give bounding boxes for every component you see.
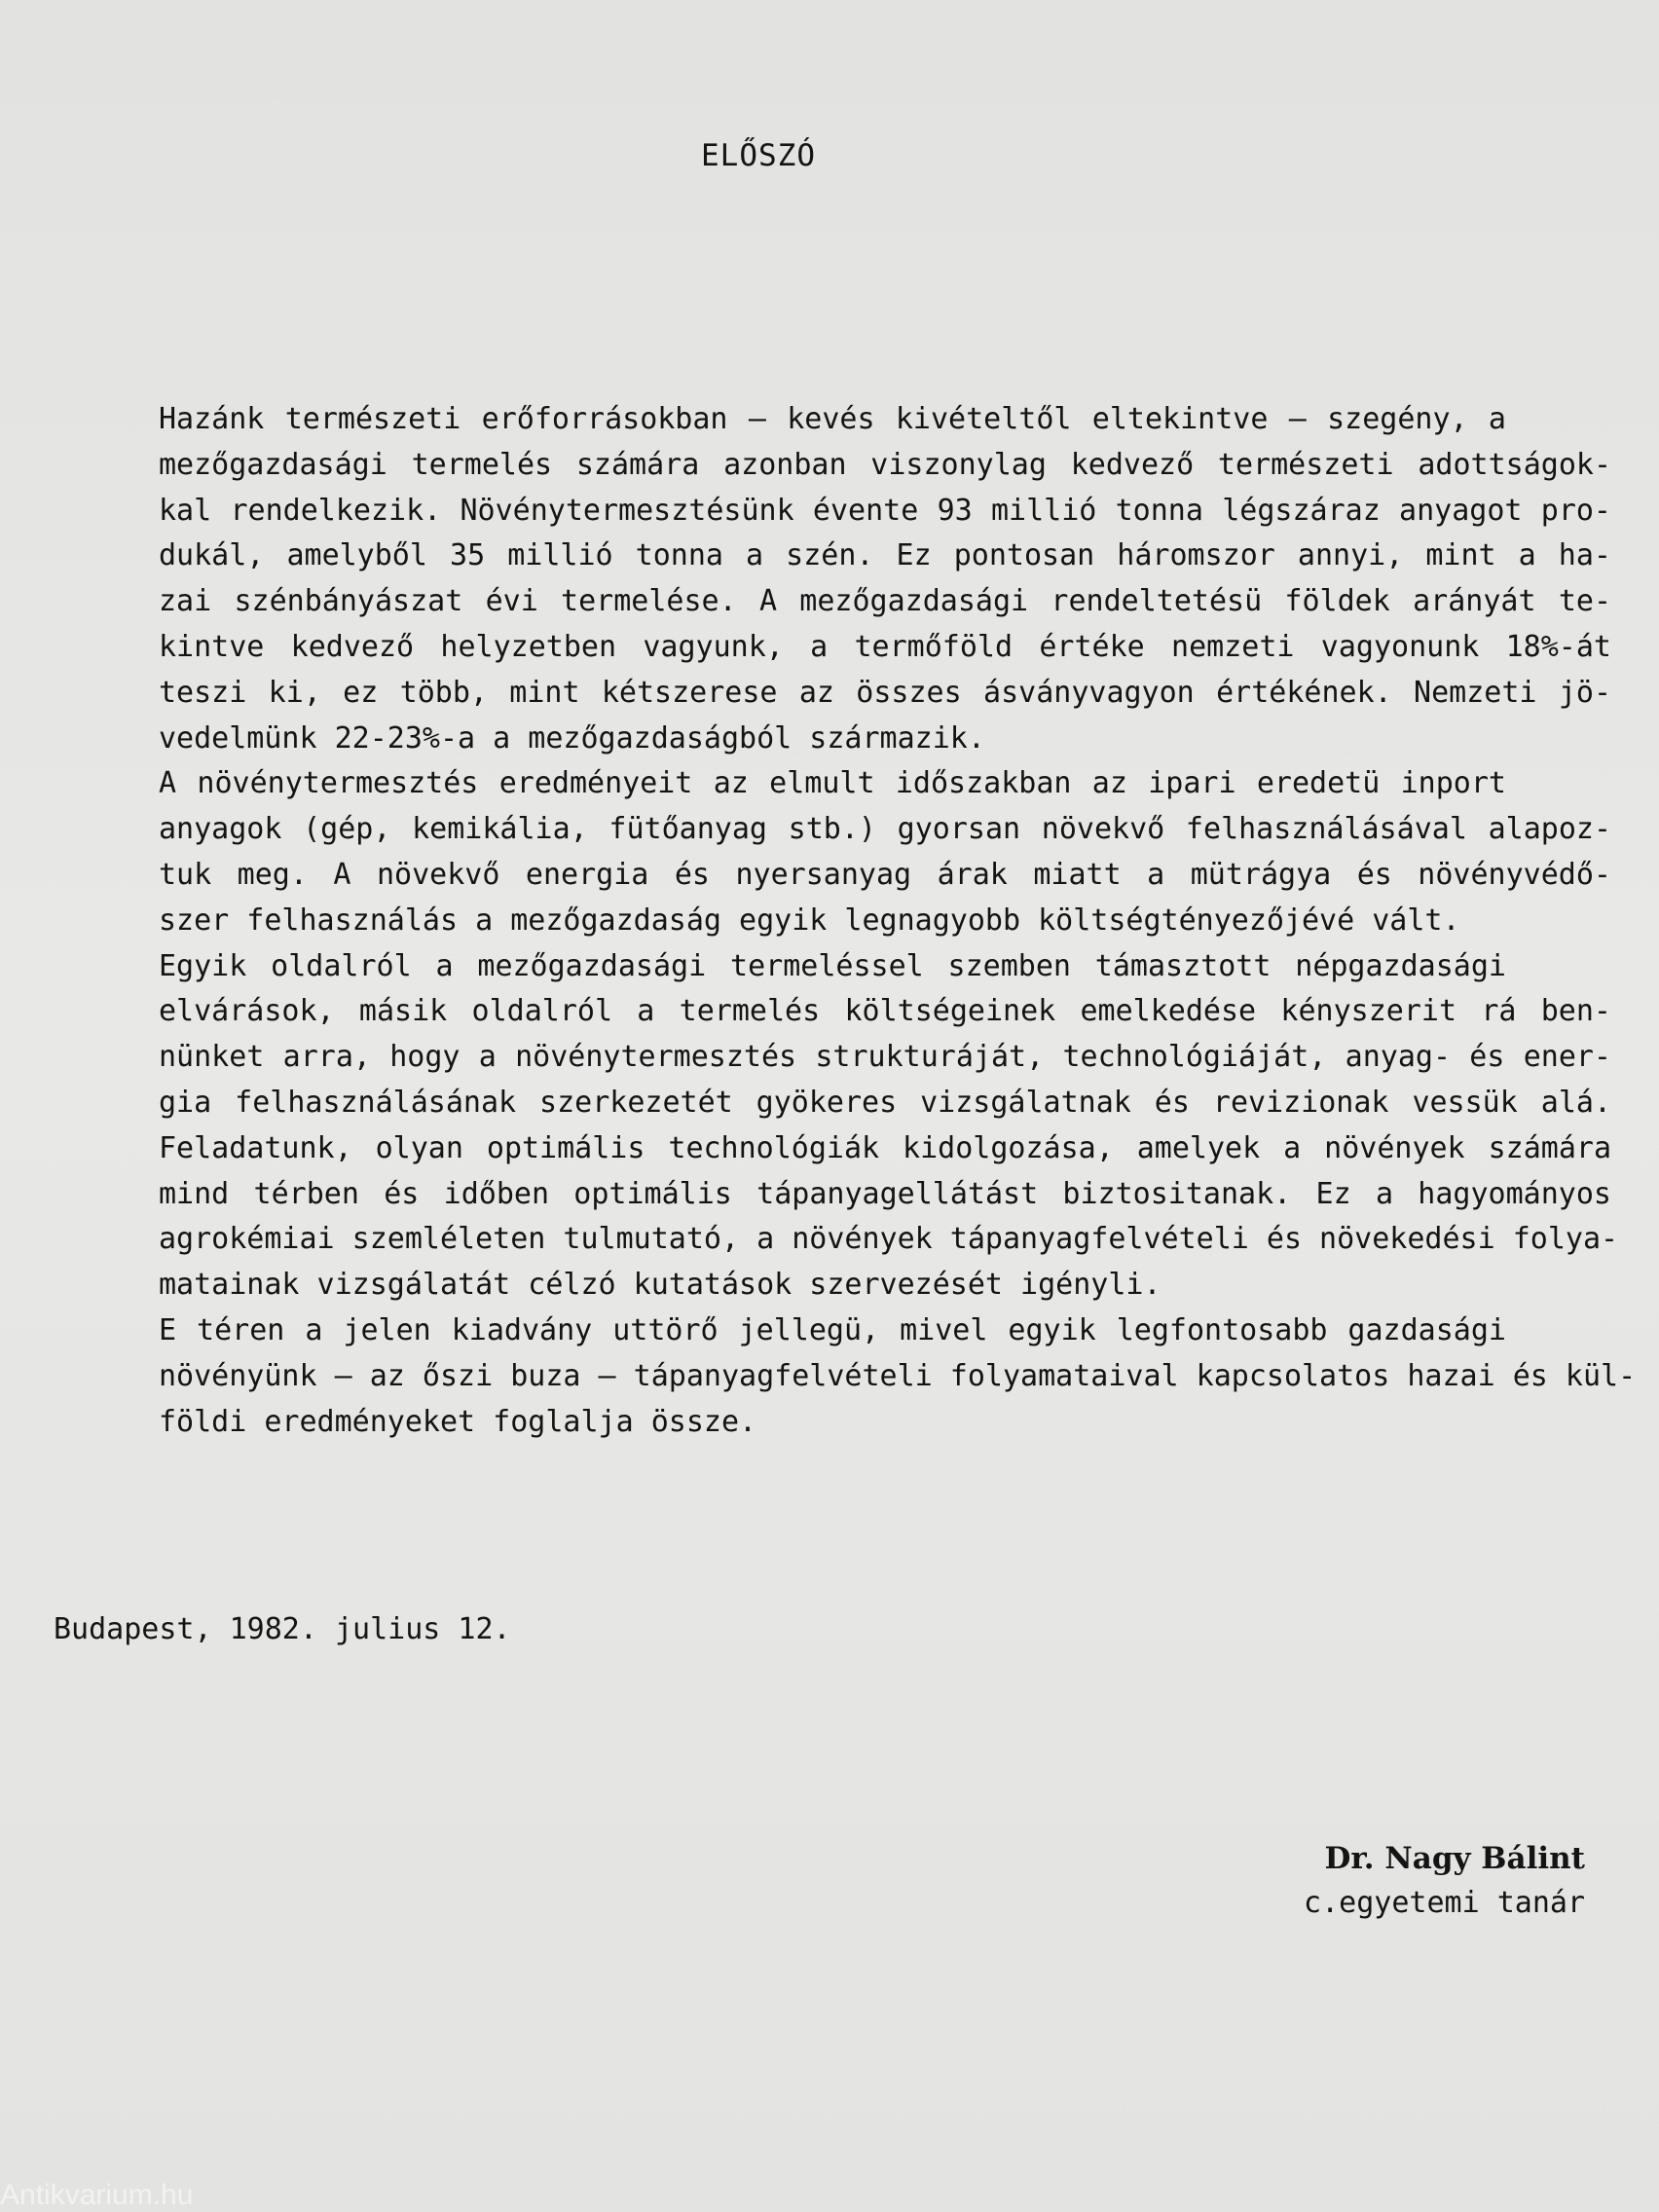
watermark: Antikvarium.hu	[0, 2179, 194, 2211]
text-line: A növénytermesztés eredményeit az elmult időszakban az ipari eredetü inport	[159, 766, 1506, 801]
text-line: gia felhasználásának szerkezetét gyökeres vizsgálatnak és revizionak vessük alá.	[159, 1085, 1611, 1120]
text-line: vedelmünk 22-23%-a a mezőgazdaságból származik.	[159, 720, 985, 756]
signature-block	[1304, 1836, 1585, 1926]
paragraph-2	[54, 761, 1611, 943]
author-name: Dr. Nagy Bálint	[1324, 1841, 1585, 1876]
text-line: mezőgazdasági termelés számára azonban viszonylag kedvező természeti adottságok-	[159, 447, 1611, 482]
date-line: Budapest, 1982. julius 12.	[54, 1612, 511, 1646]
document-body	[54, 397, 1637, 1445]
text-line: matainak vizsgálatát célzó kutatások szervezését igényli.	[159, 1268, 1161, 1303]
text-line: szer felhasználás a mezőgazdaság egyik legnagyobb költségtényezőjévé vált.	[159, 903, 1460, 938]
text-line: teszi ki, ez több, mint kétszerese az összes ásványvagyon értékének. Nemzeti jö-	[159, 675, 1611, 710]
page-title: ELŐSZÓ	[701, 138, 816, 173]
paragraph-3	[54, 944, 1619, 1309]
text-line: nünket arra, hogy a növénytermesztés strukturáját, technológiáját, anyag- és ener-	[159, 1040, 1611, 1075]
text-line: Feladatunk, olyan optimális technológiák kidolgozása, amelyek a növények számára	[159, 1130, 1611, 1165]
text-line: zai szénbányászat évi termelése. A mezőgazdasági rendeltetésü földek arányát te-	[159, 584, 1611, 619]
text-line: földi eredményeket foglalja össze.	[159, 1404, 757, 1439]
author-title: c.egyetemi tanár	[1304, 1886, 1585, 1920]
text-line: kintve kedvező helyzetben vagyunk, a termőföld értéke nemzeti vagyonunk 18%-át	[159, 629, 1611, 664]
text-line: tuk meg. A növekvő energia és nyersanyag árak miatt a mütrágya és növényvédő-	[159, 857, 1611, 892]
text-line: E téren a jelen kiadvány uttörő jellegü, mivel egyik legfontosabb gazdasági	[159, 1312, 1506, 1347]
text-line: anyagok (gép, kemikália, fütőanyag stb.) gyorsan növekvő felhasználásával alapoz-	[159, 812, 1611, 847]
text-line: Egyik oldalról a mezőgazdasági termeléssel szemben támasztott népgazdasági	[159, 948, 1506, 983]
paragraph-4	[54, 1309, 1637, 1445]
text-line: növényünk – az őszi buza – tápanyagfelvételi folyamataival kapcsolatos hazai és kül-	[159, 1358, 1637, 1393]
text-line: Hazánk természeti erőforrásokban – kevés kivételtől eltekintve – szegény, a	[159, 402, 1506, 436]
text-line: kal rendelkezik. Növénytermesztésünk évente 93 millió tonna légszáraz anyagot pro-	[159, 493, 1611, 528]
text-line: dukál, amelyből 35 millió tonna a szén. Ez pontosan háromszor annyi, mint a ha-	[159, 538, 1611, 573]
text-line: mind térben és időben optimális tápanyagellátást biztositanak. Ez a hagyományos	[159, 1176, 1611, 1211]
text-line: elvárások, másik oldalról a termelés költségeinek emelkedése kényszerit rá ben-	[159, 994, 1611, 1029]
paragraph-1	[54, 397, 1611, 761]
text-line: agrokémiai szemléleten tulmutató, a növények tápanyagfelvételi és növekedési folya-	[159, 1222, 1619, 1257]
